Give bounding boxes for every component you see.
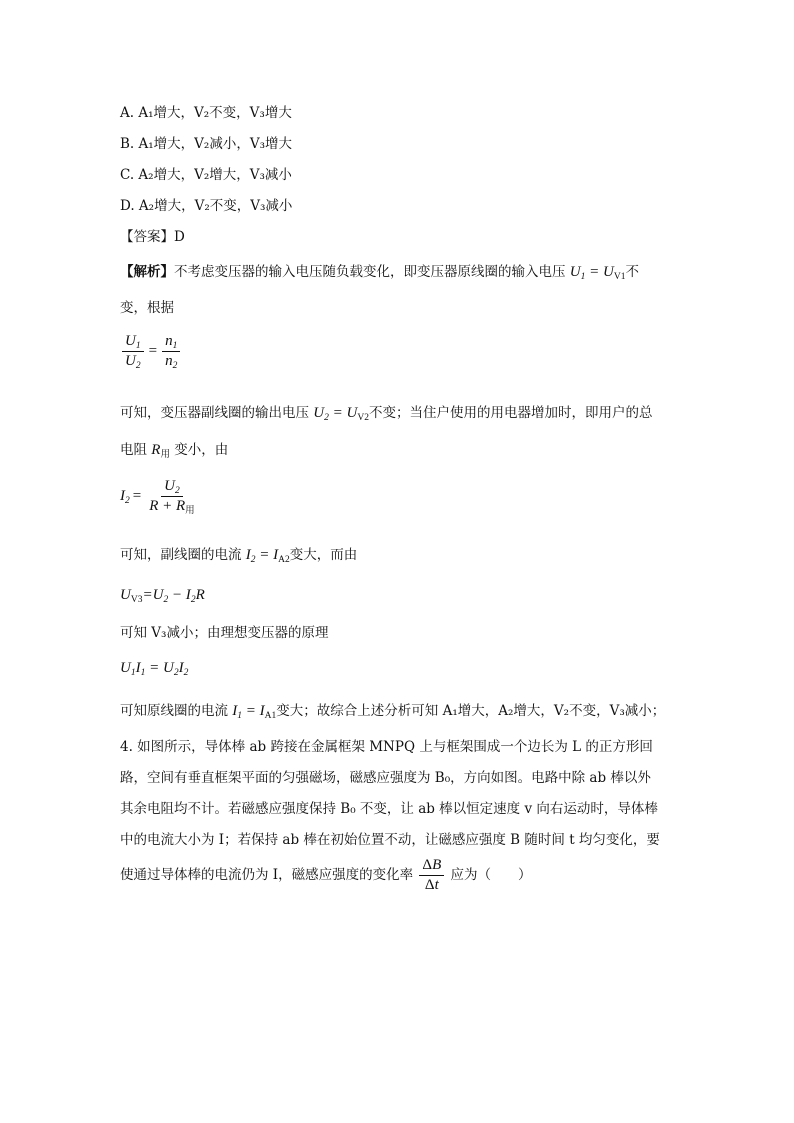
analysis-line-7 xyxy=(120,701,665,721)
analysis-line-6: 可知 V₃减小；由理想变压器的原理 xyxy=(120,625,329,641)
answer-line xyxy=(120,227,185,247)
analysis-intro: 不考虑变压器的输入电压随负载变化，即变压器原线圈的输入电压 xyxy=(174,264,566,280)
analysis-text: 可知，变压器副线圈的输出电压 xyxy=(120,405,309,421)
analysis-line-1 xyxy=(120,262,639,282)
analysis-text: 可知，副线圈的电流 xyxy=(120,547,242,563)
analysis-text: 变大；故综合上述分析可知 A₁增大，A₂增大，V₂不变，V₃减小； xyxy=(276,703,666,719)
analysis-text: 可知原线圈的电流 xyxy=(120,703,228,719)
question4-text: 使通过导体棒的电流仍为 I，磁感应强度的变化率 xyxy=(120,867,414,883)
answer-value: D xyxy=(174,229,185,245)
analysis-text: 变大，而由 xyxy=(289,547,358,563)
option-b: B. A₁增大，V₂减小，V₃增大 xyxy=(120,136,292,152)
formula-i2-equals-ia2: $I_2 = I_{A2}$ xyxy=(245,547,290,565)
analysis-text: 变小，由 xyxy=(174,442,229,458)
analysis-text: 不变；当住户使用的用电器增加时，即用户的总 xyxy=(368,405,653,421)
formula-power: $U_1I_1 = U_2I_2$ xyxy=(120,660,189,678)
question4-line-4: 中的电流大小为 I；若保持 ab 棒在初始位置不动，让磁感应强度 B 随时间 t 均匀变化，要 xyxy=(120,832,660,848)
question4-line-5 xyxy=(120,857,532,894)
formula-db-dt: $\frac{\Delta B}{\Delta t}$ xyxy=(419,857,444,894)
formula-r-user: $R_用$ xyxy=(151,442,170,460)
analysis-line-3 xyxy=(120,403,652,423)
formula-i1-equals-ia1: $I_1 = I_{A1}$ xyxy=(232,703,277,721)
question4-line-3: 其余电阻均不计。若磁感应强度保持 B₀ 不变，让 ab 棒以恒定速度 v 向右运动时，导体棒 xyxy=(120,801,658,817)
question4-line-2: 路，空间有垂直框架平面的匀强磁场，磁感应强度为 B₀，方向如图。电路中除 ab 棒以外 xyxy=(120,770,651,786)
answer-label: 【答案】 xyxy=(120,229,174,245)
analysis-label: 【解析】 xyxy=(120,264,174,280)
option-c: C. A₂增大，V₂增大，V₃减小 xyxy=(120,167,292,183)
question4-text: 应为（ ） xyxy=(450,867,532,883)
option-a: A. A₁增大，V₂不变，V₃增大 xyxy=(120,105,292,121)
formula-ratio: $\frac{U_1}{U_2}$ = $\frac{n_1}{n_2}$ xyxy=(120,333,182,370)
analysis-intro-tail: 不 xyxy=(625,264,639,280)
analysis-line-4 xyxy=(120,440,228,460)
analysis-line-5 xyxy=(120,545,357,565)
formula-i2: $I_2$ = $\frac{U_2}{R + R_用}$ xyxy=(120,478,195,516)
option-d: D. A₂增大，V₂不变，V₃减小 xyxy=(120,198,293,214)
analysis-line-2: 变，根据 xyxy=(120,300,174,316)
formula-uv3: $U_{V3}=U_2 - I_2R$ xyxy=(120,587,205,605)
formula-u1-equals-uv1: $U_1 = U_{V1}$ xyxy=(569,264,626,282)
question4-line-1: 4. 如图所示，导体棒 ab 跨接在金属框架 MNPQ 上与框架围成一个边长为 L 的正方形回 xyxy=(120,739,653,755)
formula-u2-equals-uv2: $U_2 = U_{V2}$ xyxy=(313,405,369,423)
analysis-text: 电阻 xyxy=(120,442,147,458)
